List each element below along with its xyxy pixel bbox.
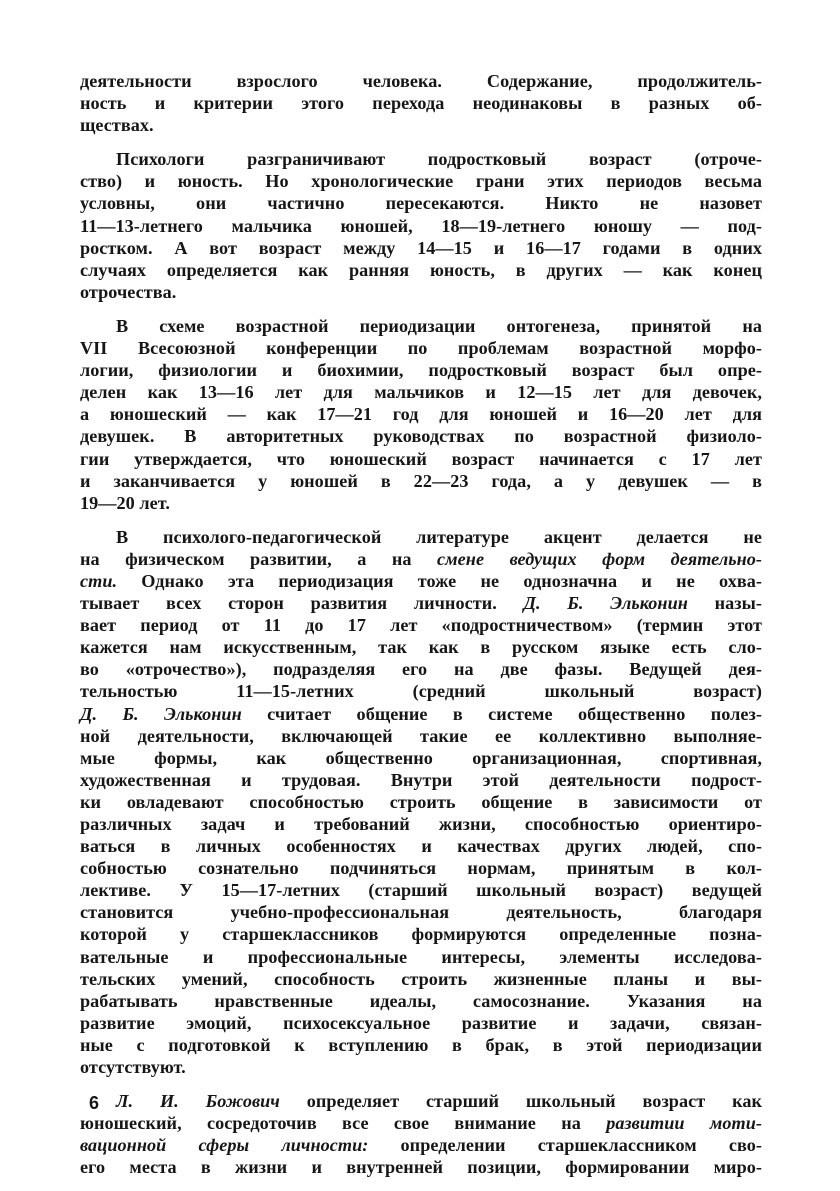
text-line — [80, 1134, 762, 1156]
text-line: вательные и профессиональные интересы, элементы исследова- — [80, 946, 762, 967]
text-line: ки овладевают способностью строить общение в зависимости от — [80, 791, 762, 812]
text-run: юношеский, сосредоточив все свое внимание на — [80, 1113, 607, 1134]
text-line: становится учебно-профессиональная деятельность, благодаря — [80, 902, 762, 923]
text-line: кажется нам искусственным, так как в русском языке есть сло- — [80, 637, 762, 658]
text-line: и заканчивается у юношей в 22—23 года, а у девушек — в — [80, 470, 762, 491]
text-line: его места в жизни и внутренней позиции, формировании миро- — [80, 1157, 762, 1178]
text-line: различных задач и требований жизни, способностью ориентиро- — [80, 814, 762, 834]
text-line: условны, они частично пересекаются. Никто не назовет — [80, 193, 762, 214]
author-name: Д. Б. Эльконин — [80, 703, 242, 724]
text-line: мые формы, как общественно организационная, спортивная, — [80, 747, 762, 768]
text-line: тельностью 11—15-летних (средний школьный возраст) — [80, 681, 762, 702]
text-line: во «отрочество»), подразделяя его на две фазы. Ведущей дея- — [80, 659, 762, 680]
text-line: ваться в личных особенностях и качествах других людей, спо- — [80, 836, 762, 857]
text-line — [80, 548, 762, 570]
text-line: лективе. У 15—17-летних (старший школьный возраст) ведущей — [80, 880, 762, 901]
text-line: которой у старшеклассников формируются определенные позна- — [80, 924, 762, 945]
text-line: тельских умений, способность строить жизненные планы и вы- — [80, 968, 762, 989]
paragraph-4 — [80, 526, 762, 1078]
text-line: 11—13-летнего мальчика юношей, 18—19-летнего юношу — под- — [80, 215, 762, 236]
page-body — [80, 70, 762, 1191]
text-line: ные с подготовкой к вступлению в брак, в этой периодизации — [80, 1034, 762, 1055]
text-line — [80, 592, 762, 614]
text-run: на физическом развитии, а на — [80, 548, 438, 569]
text-line: художественная и трудовая. Внутри этой деятельности подрост- — [80, 769, 762, 790]
text-line — [80, 1090, 762, 1112]
page-number: 6 — [89, 1093, 100, 1113]
text-line: делен как 13—16 лет для мальчиков и 12—15 лет для девочек, — [80, 382, 762, 403]
text-line: логии, физиологии и биохимии, подростковый возраст был опре- — [80, 360, 762, 381]
text-run: тывает всех сторон развития личности. — [80, 593, 524, 614]
paragraph-5 — [80, 1090, 762, 1178]
text-line: отсутствуют. — [80, 1057, 186, 1078]
text-line: Психологи разграничивают подростковый возраст (отроче- — [116, 149, 762, 170]
author-name: Д. Б. Эльконин — [523, 593, 688, 614]
text-line: девушек. В авторитетных руководствах по возрастной физиоло- — [80, 426, 762, 447]
text-line — [80, 1112, 762, 1134]
text-line: В схеме возрастной периодизации онтогенеза, принятой на — [116, 315, 762, 336]
text-line: развитие эмоций, психосексуальное развитие и задачи, связан- — [80, 1012, 762, 1033]
paragraph-2 — [80, 148, 762, 303]
paragraph-3 — [80, 315, 762, 514]
text-line: вает период от 11 до 17 лет «подростничеством» (термин этот — [80, 615, 762, 636]
text-line: собностью сознательно подчиняться нормам, принятым в кол- — [80, 858, 762, 879]
emphasis-text: развитии моти- — [606, 1113, 762, 1134]
text-run: Однако эта периодизация тоже не однозначна и не охва- — [117, 570, 762, 591]
text-line: рабатывать нравственные идеалы, самосознание. Указания на — [80, 990, 762, 1011]
text-line: 19—20 лет. — [80, 492, 170, 513]
text-line: ство) и юность. Но хронологические грани этих периодов весьма — [80, 171, 762, 192]
text-line: деятельности взрослого человека. Содержание, продолжитель- — [80, 71, 762, 91]
author-name: Л. И. Божович — [116, 1091, 280, 1112]
text-run: считает общение в системе общественно полез- — [241, 703, 762, 724]
emphasis-text: смене ведущих форм деятельно- — [437, 548, 762, 569]
emphasis-text: сти. — [80, 570, 118, 591]
text-line: ществах. — [80, 115, 154, 136]
text-line: ность и критерии этого перехода неодинаковы в разных об- — [80, 93, 762, 114]
text-line: а юношеский — как 17—21 год для юношей и 16—20 лет для — [80, 404, 762, 425]
text-line: случаях определяется как ранняя юность, в других — как конец — [80, 259, 762, 280]
text-line: VII Всесоюзной конференции по проблемам возрастной морфо- — [80, 338, 762, 359]
text-run: определяет старший школьный возраст как — [279, 1091, 762, 1112]
text-line: ной деятельности, включающей такие ее коллективно выполняе- — [80, 725, 762, 746]
text-line: В психолого-педагогической литературе акцент делается не — [116, 526, 762, 547]
text-line: отрочества. — [80, 281, 177, 302]
text-line — [80, 570, 762, 592]
text-line — [80, 703, 762, 725]
paragraph-1 — [80, 70, 762, 136]
text-run: определении старшеклассником сво- — [368, 1135, 762, 1156]
text-line: гии утверждается, что юношеский возраст начинается с 17 лет — [80, 448, 762, 469]
text-line: ростком. А вот возраст между 14—15 и 16—17 годами в одних — [80, 237, 762, 258]
emphasis-text: вационной сферы личности: — [80, 1135, 369, 1156]
text-run: назы- — [687, 593, 762, 614]
